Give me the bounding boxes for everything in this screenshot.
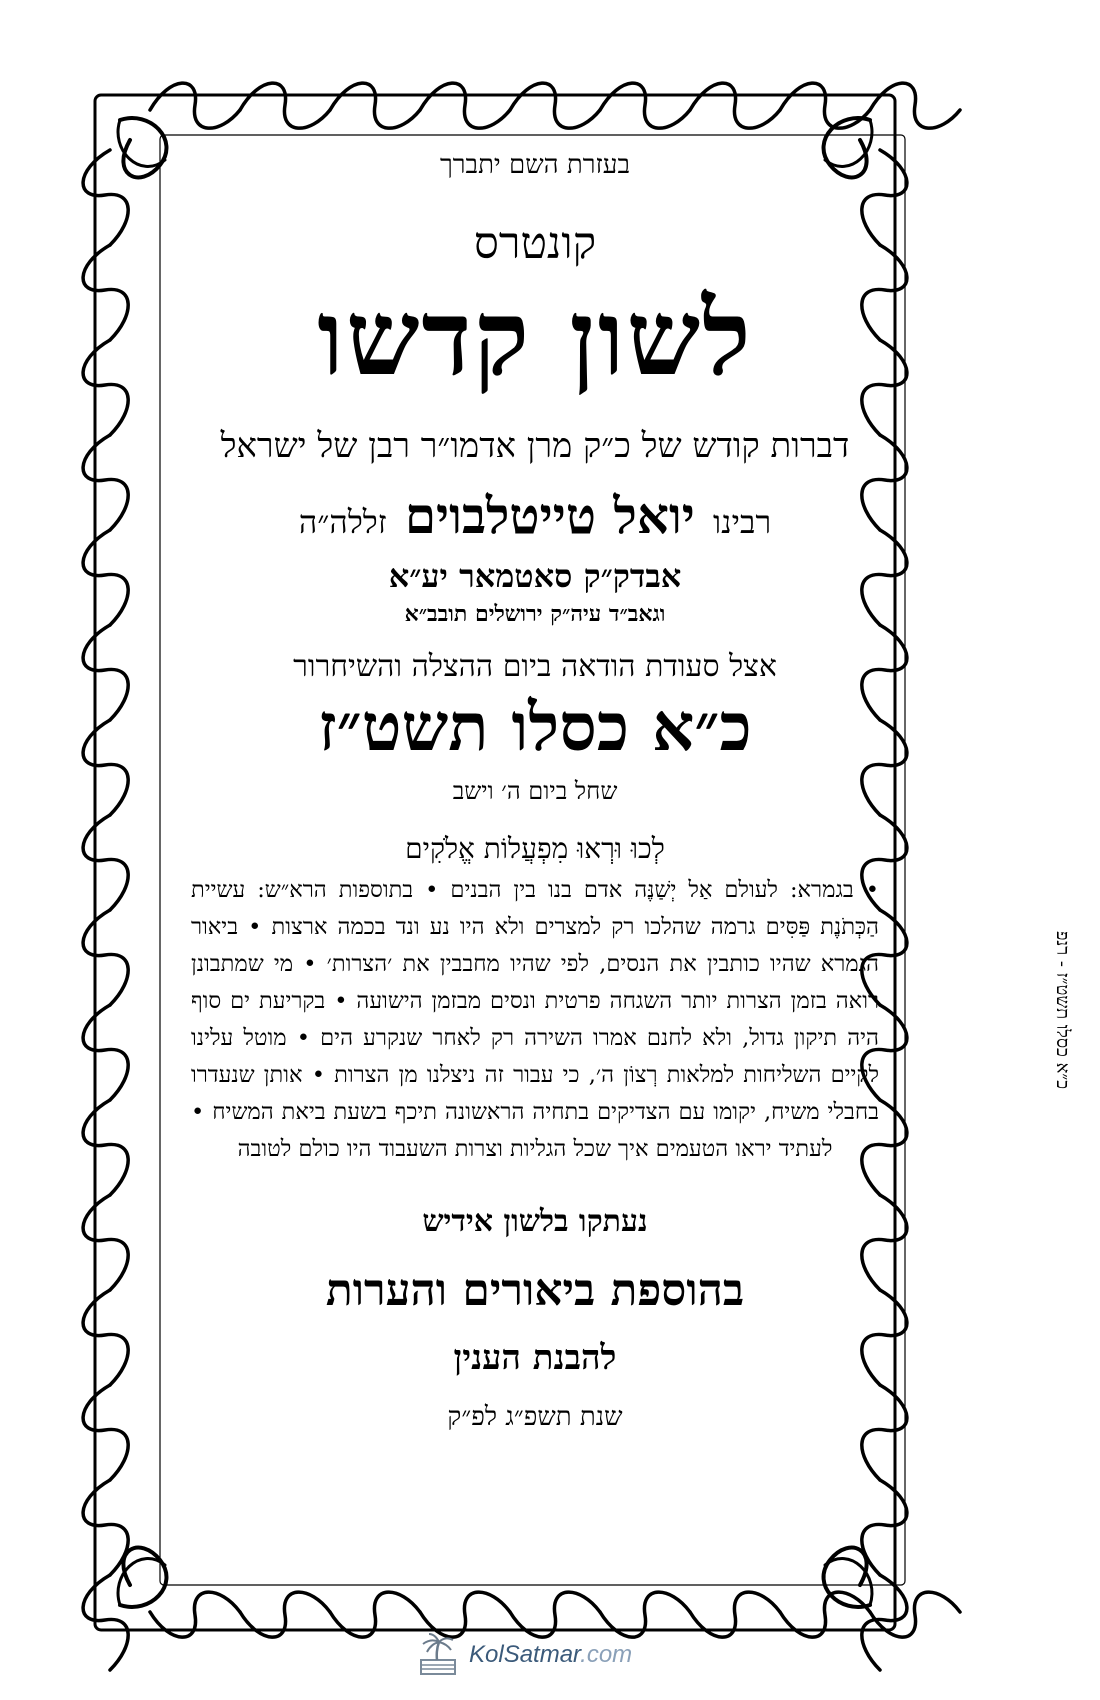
scroll-ornament: [870, 1592, 960, 1637]
scroll-ornament: [420, 83, 510, 128]
rebbe-name: יואל טייטלבוים: [404, 486, 695, 546]
scroll-ornament: [780, 83, 870, 128]
scroll-ornament: [83, 1290, 128, 1385]
scroll-ornament: [83, 530, 128, 625]
verse-line: לְכוּ וּרְאוּ מִפְעֲלוֹת אֱלֹקִים: [405, 832, 665, 866]
scroll-ornament: [83, 435, 128, 530]
scroll-ornament: [240, 83, 330, 128]
scroll-ornament: [83, 340, 128, 435]
scroll-ornament: [83, 245, 128, 340]
scroll-ornament: [83, 1480, 128, 1575]
logo-domain: .com: [580, 1641, 633, 1668]
scroll-ornament: [862, 1480, 907, 1575]
scroll-ornament: [510, 83, 600, 128]
date-heading: כ״א כסלו תשט״ז: [318, 688, 752, 767]
scroll-ornament: [870, 83, 960, 128]
scroll-ornament: [83, 815, 128, 910]
scroll-ornament: [600, 83, 690, 128]
av-beis-din-line: אבדק״ק סאטמאר יע״א: [388, 557, 682, 596]
scroll-ornament: [83, 1005, 128, 1100]
understanding-line: להבנת הענין: [453, 1338, 617, 1379]
topics-paragraph: • בגמרא: לעולם אַל יְשַׁנֶּה אדם בנו בין הבנים • בתוספות הרא״ש: עשיית הַכְּתֹנֶת פַּסִּים גרמה שהלכו רק למצרים ולא היו נע ונד בכמה ארצות • ביאור הגמרא שהיו כותבין את הנסים, לפי שהיו מחבבין את ׳הצרות׳ • מי שמתבונן רואה בזמן הצרות יותר השגחה פרטית ונסים מבזמן הישועה • בקריעת ים סוף היה תיקון גדול, ולא לחנם אמרו השירה רק לאחר שנקרע הים • מוטל עלינו לקיים השליחות למלאות רְצוֹן ה׳, כי עבור זה ניצלנו מן הצרות • אותן שנעדרו בחבלי משיח, יקומו עם הצדיקים בתחיה הראשונה תיכף בשעת ביאת המשיח • לעתיד יראו הטעמים איך שכל הגליות וצרות השעבוד היו כולם לטובה: [191, 877, 879, 1163]
scroll-ornament: [862, 1575, 907, 1670]
name-prefix: רבינו: [713, 503, 772, 542]
kolsatmar-logo[interactable]: [415, 1630, 705, 1680]
side-label: כ״א כסלו תשט״ז - רנפ: [1052, 930, 1073, 1090]
palm-tree-icon: [415, 1632, 461, 1678]
translated-line: נעתקו בלשון אידיש: [422, 1204, 648, 1240]
gaavad-line: וגאב״ד עיה״ק ירושלים תובב״א: [404, 601, 666, 628]
year-line: שנת תשפ״ג לפ״ק: [447, 1402, 623, 1433]
name-suffix: זללה״ה: [298, 503, 387, 542]
scroll-ornament: [330, 83, 420, 128]
rebbe-name-line: [185, 486, 885, 545]
logo-text: [469, 1641, 632, 1669]
day-line: שחל ביום ה׳ וישב: [452, 777, 618, 806]
additions-line: בהוספת ביאורים והערות: [325, 1265, 745, 1317]
scroll-ornament: [83, 1575, 128, 1670]
logo-name: KolSatmar: [469, 1641, 581, 1668]
seuda-line: אצל סעודת הודאה ביום ההצלה והשיחרור: [293, 649, 777, 685]
blessing-line: בעזרת השם יתברך: [440, 150, 630, 180]
scroll-ornament: [150, 83, 240, 128]
page-title: לשון קדשו: [317, 276, 753, 399]
scroll-ornament: [83, 1385, 128, 1480]
scroll-ornament: [83, 910, 128, 1005]
scroll-ornament: [83, 625, 128, 720]
scroll-ornament: [83, 720, 128, 815]
scroll-ornament: [83, 150, 128, 245]
title-page: [185, 140, 885, 1432]
scroll-ornament: [690, 83, 780, 128]
kuntres-label: קונטרס: [473, 218, 597, 269]
scroll-ornament: [83, 1100, 128, 1195]
words-of-line: דברות קודש של כ״ק מרן אדמו״ר רבן של ישראל: [220, 426, 850, 467]
scroll-ornament: [824, 1548, 870, 1607]
scroll-ornament: [83, 1195, 128, 1290]
